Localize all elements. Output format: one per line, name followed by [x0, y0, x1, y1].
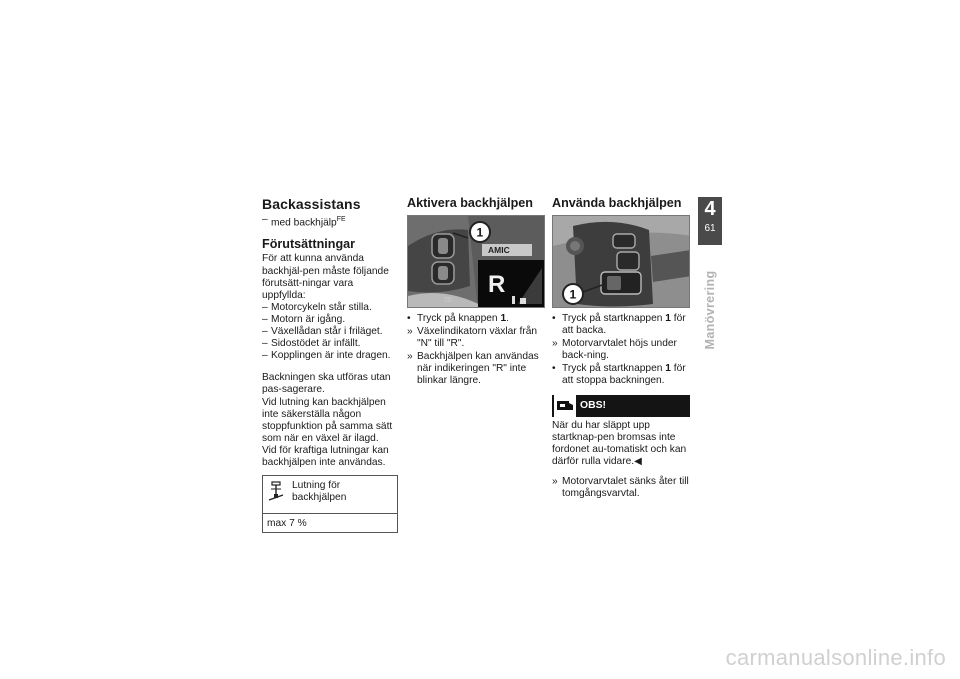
- list-item: • Tryck på knappen 1.: [407, 313, 509, 324]
- bullet-marker: •: [552, 363, 556, 375]
- result-marker: »: [407, 351, 413, 363]
- chapter-number: 4: [704, 198, 716, 220]
- notice-label: OBS!: [580, 399, 606, 411]
- column-aktivera: [407, 196, 545, 388]
- paragraph: Vid lutning kan backhjälpen inte säkerställa någon stoppfunktion på samma sätt som när en växel är ilagd.: [262, 396, 393, 444]
- instruction-list: [552, 313, 690, 388]
- result-marker: »: [552, 338, 558, 350]
- instruction-list: [407, 313, 545, 388]
- column-backassistans: [262, 196, 398, 533]
- chapter-side-title: Manövrering: [703, 270, 717, 350]
- list-item: – Sidostödet är infällt.: [262, 338, 361, 350]
- option-sup: FE: [336, 216, 346, 223]
- notice-banner: [552, 395, 690, 417]
- spec-table-value: max 7 %: [267, 518, 307, 530]
- incline-icon: [267, 480, 287, 506]
- list-item: – Motorcykeln står stilla.: [262, 301, 372, 313]
- display-gear-letter: R: [488, 271, 506, 298]
- list-item: • Tryck på startknappen 1 för att backa.: [552, 313, 686, 337]
- result-marker: »: [407, 326, 413, 338]
- page-number: 61: [704, 223, 716, 234]
- bullet-marker: •: [552, 313, 556, 324]
- list-item: » Motorvarvtalet höjs under back-ning.: [552, 338, 677, 362]
- callout-number: 1: [569, 287, 577, 302]
- display-banner: AMIC: [488, 245, 510, 255]
- prereq-intro: För att kunna använda backhjäl-pen måste följande förutsätt-ningar vara uppfyllda:: [262, 253, 389, 301]
- section-title: Använda backhjälpen: [552, 196, 682, 210]
- callout-number: 1: [476, 225, 484, 240]
- gauge-number: 20: [444, 297, 452, 304]
- section-title: Aktivera backhjälpen: [407, 196, 533, 210]
- list-item: – Motorn är igång.: [262, 313, 346, 325]
- list-item: – Växellådan står i friläget.: [262, 326, 383, 338]
- column-anvanda: [552, 196, 690, 500]
- prereq-title: Förutsättningar: [262, 237, 356, 252]
- handlebar-photo-display: [407, 215, 545, 308]
- spec-table-label: Lutning för backhjälpen: [292, 480, 347, 504]
- notice-text: När du har släppt upp startknap-pen bromsas inte fordonet au-tomatiskt och kan därför rulla vidare.◀: [552, 419, 687, 467]
- paragraph: Backningen ska utföras utan pas-sagerare.: [262, 372, 391, 396]
- chapter-tab: [698, 197, 722, 245]
- list-item: » Backhjälpen kan användas när indikeringen "R" inte blinkar längre.: [407, 351, 539, 387]
- section-title: Backassistans: [262, 196, 361, 212]
- handlebar-photo-startbutton: [552, 215, 690, 308]
- watermark: carmanualsonline.info: [725, 645, 946, 670]
- list-item: » Motorvarvtalet sänks åter till tomgångsvarvtal.: [552, 475, 689, 500]
- list-item: – Kopplingen är inte dragen.: [262, 350, 391, 362]
- dash-marker: –: [262, 214, 268, 225]
- list-item: • Tryck på startknappen 1 för att stoppa backningen.: [552, 363, 686, 387]
- option-line: [262, 214, 398, 229]
- motorcycle-notice-icon: [554, 395, 576, 417]
- option-text: med backhjälp: [271, 217, 337, 229]
- end-mark-icon: ◀: [634, 455, 642, 467]
- prereq-list: [262, 302, 398, 362]
- list-item: » Växelindikatorn växlar från "N" till "R".: [407, 326, 538, 350]
- bullet-marker: •: [407, 313, 411, 324]
- spec-table: [262, 475, 398, 533]
- paragraph: Vid för kraftiga lutningar kan backhjälpen inte användas.: [262, 444, 389, 468]
- result-marker: »: [552, 475, 558, 487]
- spec-table-header: [263, 476, 397, 514]
